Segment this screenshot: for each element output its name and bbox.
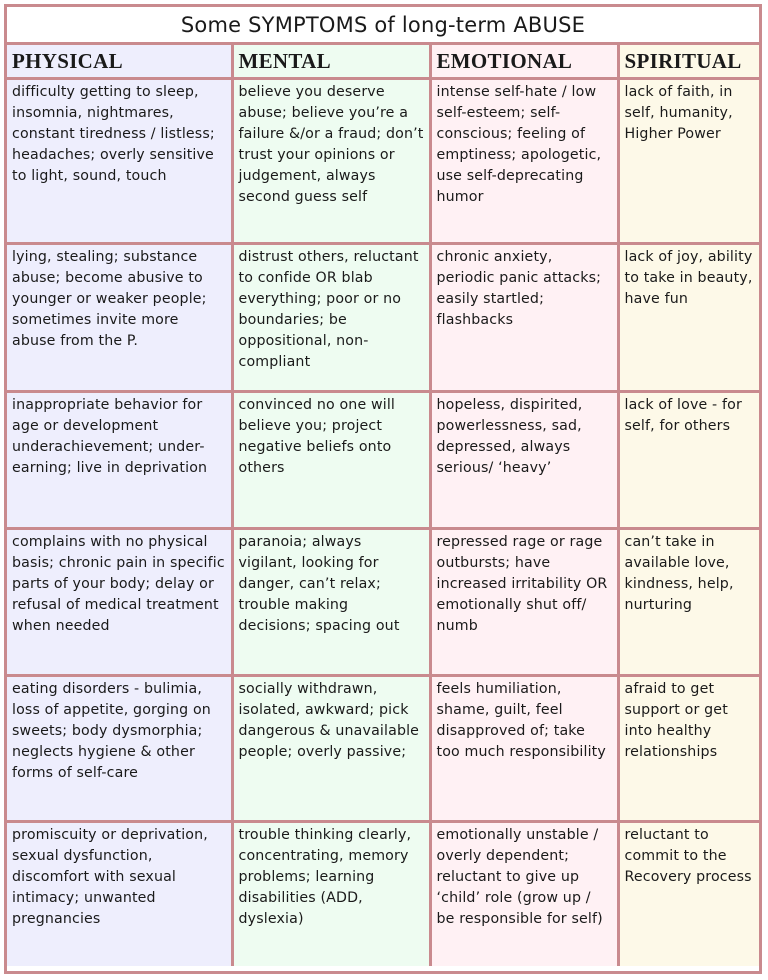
header-spiritual: SPIRITUAL (618, 45, 759, 78)
cell-physical: complains with no physical basis; chronic pain in specific parts of your body; delay or refusal of medical treatment when needed (7, 528, 232, 675)
table-row (7, 243, 759, 391)
cell-mental: convinced no one will believe you; project negative beliefs onto others (232, 391, 430, 528)
table-row (7, 391, 759, 528)
cell-emotional: intense self-hate / low self-esteem; self-conscious; feeling of emptiness; apologetic, use self-deprecating humor (430, 78, 618, 243)
table-row (7, 675, 759, 821)
cell-physical: inappropriate behavior for age or development underachievement; under-earning; live in deprivation (7, 391, 232, 528)
header-physical: PHYSICAL (7, 45, 232, 78)
cell-emotional: chronic anxiety, periodic panic attacks; easily startled; flashbacks (430, 243, 618, 391)
cell-emotional: repressed rage or rage outbursts; have increased irritability OR emotionally shut off/ numb (430, 528, 618, 675)
cell-spiritual: lack of faith, in self, humanity, Higher Power (618, 78, 759, 243)
cell-physical: eating disorders - bulimia, loss of appetite, gorging on sweets; body dysmorphia; neglects hygiene & other forms of self-care (7, 675, 232, 821)
cell-mental: distrust others, reluctant to confide OR blab everything; poor or no boundaries; be oppositional, non-compliant (232, 243, 430, 391)
table-row (7, 78, 759, 243)
cell-physical: lying, stealing; substance abuse; become abusive to younger or weaker people; sometimes invite more abuse from the P. (7, 243, 232, 391)
cell-mental: paranoia; always vigilant, looking for danger, can’t relax; trouble making decisions; spacing out (232, 528, 430, 675)
cell-emotional: feels humiliation, shame, guilt, feel disapproved of; take too much responsibility (430, 675, 618, 821)
cell-mental: trouble thinking clearly, concentrating, memory problems; learning disabilities (ADD, dyslexia) (232, 821, 430, 966)
header-row (7, 45, 759, 78)
cell-emotional: emotionally unstable / overly dependent; reluctant to give up ‘child’ role (grow up / be responsible for self) (430, 821, 618, 966)
cell-spiritual: lack of love - for self, for others (618, 391, 759, 528)
cell-spiritual: lack of joy, ability to take in beauty, have fun (618, 243, 759, 391)
cell-spiritual: can’t take in available love, kindness, help, nurturing (618, 528, 759, 675)
table-row (7, 821, 759, 966)
cell-physical: promiscuity or deprivation, sexual dysfunction, discomfort with sexual intimacy; unwanted pregnancies (7, 821, 232, 966)
header-emotional: EMOTIONAL (430, 45, 618, 78)
cell-emotional: hopeless, dispirited, powerlessness, sad, depressed, always serious/ ‘heavy’ (430, 391, 618, 528)
symptoms-table (7, 45, 759, 966)
page-title: Some SYMPTOMS of long-term ABUSE (7, 7, 759, 45)
cell-mental: socially withdrawn, isolated, awkward; pick dangerous & unavailable people; overly passive; (232, 675, 430, 821)
cell-physical: difficulty getting to sleep, insomnia, nightmares, constant tiredness / listless; headaches; overly sensitive to light, sound, touch (7, 78, 232, 243)
table-row (7, 528, 759, 675)
cell-spiritual: reluctant to commit to the Recovery process (618, 821, 759, 966)
symptoms-sheet (4, 4, 762, 974)
cell-spiritual: afraid to get support or get into healthy relationships (618, 675, 759, 821)
cell-mental: believe you deserve abuse; believe you’re a failure &/or a fraud; don’t trust your opinions or judgement, always second guess self (232, 78, 430, 243)
header-mental: MENTAL (232, 45, 430, 78)
